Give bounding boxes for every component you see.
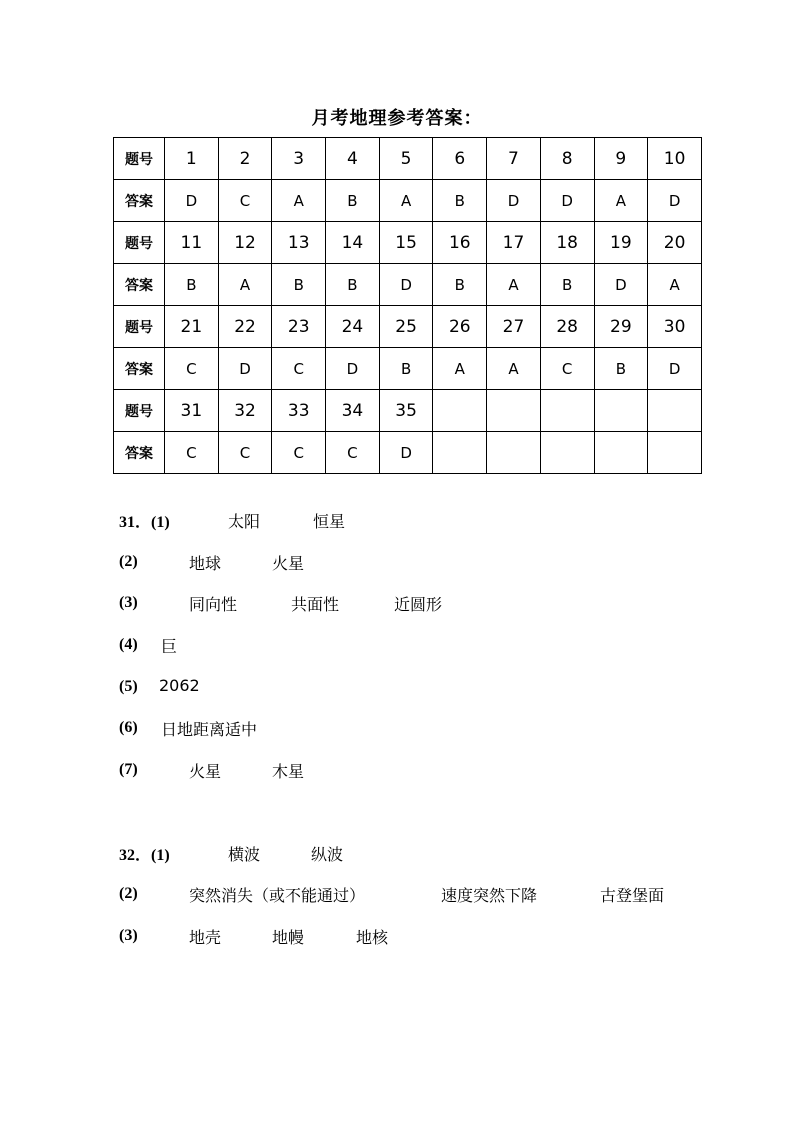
answer-line <box>119 676 719 698</box>
answer-line <box>119 717 719 739</box>
answer-text: 火星 <box>272 554 305 573</box>
question-number-cell: 31 <box>165 390 219 432</box>
answer-cell: C <box>165 348 219 390</box>
answer-line <box>119 883 719 905</box>
question-number-cell: 27 <box>487 306 541 348</box>
answer-text: 突然消失（或不能通过） <box>189 886 366 905</box>
answer-cell: A <box>379 180 433 222</box>
question-number-cell <box>540 390 594 432</box>
question-number-cell: 23 <box>272 306 326 348</box>
question-part-label: (5) <box>119 678 138 695</box>
answer-cell: B <box>433 264 487 306</box>
question-number-cell: 30 <box>648 306 702 348</box>
question-number-cell: 33 <box>272 390 326 432</box>
answer-cell: D <box>165 180 219 222</box>
answer-header: 答案 <box>114 264 165 306</box>
answer-cell: B <box>326 180 380 222</box>
question-number-header: 题号 <box>114 138 165 180</box>
answer-cell: D <box>487 180 541 222</box>
question-number-cell: 25 <box>379 306 433 348</box>
answer-cell: B <box>379 348 433 390</box>
question-number-cell: 4 <box>326 138 380 180</box>
answer-cell: D <box>379 432 433 474</box>
answer-text: 木星 <box>272 762 305 781</box>
answer-text: 近圆形 <box>394 595 443 614</box>
question-number-cell: 18 <box>540 222 594 264</box>
question-number-cell: 10 <box>648 138 702 180</box>
question-number-cell: 11 <box>165 222 219 264</box>
answer-line <box>119 759 719 781</box>
answer-text: 地球 <box>189 554 222 573</box>
question-number-cell: 3 <box>272 138 326 180</box>
answer-text: 太阳 <box>228 512 261 531</box>
question-part-label: (2) <box>119 885 138 902</box>
question-number-row <box>114 138 702 180</box>
answer-cell: C <box>218 432 272 474</box>
answer-cell: B <box>433 180 487 222</box>
answer-cell: B <box>594 348 648 390</box>
answer-cell: A <box>648 264 702 306</box>
question-number-cell: 2 <box>218 138 272 180</box>
question-part-label: (2) <box>119 553 138 570</box>
answer-cell <box>594 432 648 474</box>
question-number-cell: 8 <box>540 138 594 180</box>
answer-cell <box>648 432 702 474</box>
answer-cell: D <box>326 348 380 390</box>
answer-cell: B <box>165 264 219 306</box>
answer-row <box>114 348 702 390</box>
answer-text: 共面性 <box>291 595 340 614</box>
page-title: 月考地理参考答案： <box>311 108 483 129</box>
question-number-cell: 12 <box>218 222 272 264</box>
answer-cell: B <box>326 264 380 306</box>
answer-cell <box>433 432 487 474</box>
answer-header: 答案 <box>114 180 165 222</box>
answer-cell: D <box>540 180 594 222</box>
question-part-label: 31．(1) <box>119 514 170 531</box>
question-number-cell: 16 <box>433 222 487 264</box>
question-number-cell <box>594 390 648 432</box>
question-part-label: (4) <box>119 636 138 653</box>
question-number-cell: 32 <box>218 390 272 432</box>
question-part-label: (3) <box>119 927 138 944</box>
answer-cell: C <box>272 432 326 474</box>
question-number-cell: 26 <box>433 306 487 348</box>
answer-text: 地幔 <box>272 928 305 947</box>
answer-text: 地壳 <box>189 928 222 947</box>
answer-text: 火星 <box>189 762 222 781</box>
answer-text: 日地距离适中 <box>161 720 258 739</box>
answer-cell: C <box>540 348 594 390</box>
answer-text: 恒星 <box>313 512 346 531</box>
question-number-cell: 5 <box>379 138 433 180</box>
question-number-header: 题号 <box>114 222 165 264</box>
answer-cell: D <box>648 348 702 390</box>
question-number-cell: 15 <box>379 222 433 264</box>
question-number-cell: 24 <box>326 306 380 348</box>
question-number-cell: 28 <box>540 306 594 348</box>
question-number-cell: 19 <box>594 222 648 264</box>
question-number-cell: 13 <box>272 222 326 264</box>
answer-cell: A <box>433 348 487 390</box>
answer-row <box>114 180 702 222</box>
question-number-cell <box>487 390 541 432</box>
question-number-cell: 7 <box>487 138 541 180</box>
question-number-header: 题号 <box>114 306 165 348</box>
question-number-header: 题号 <box>114 390 165 432</box>
question-part-label: (6) <box>119 719 138 736</box>
answer-header: 答案 <box>114 348 165 390</box>
answer-row <box>114 264 702 306</box>
answer-line <box>119 634 719 656</box>
answer-cell: A <box>487 264 541 306</box>
question-number-cell: 35 <box>379 390 433 432</box>
answer-cell: C <box>326 432 380 474</box>
answer-cell: D <box>594 264 648 306</box>
answer-text: 古登堡面 <box>600 886 665 905</box>
answer-row <box>114 432 702 474</box>
answer-cell: A <box>272 180 326 222</box>
answer-line <box>119 842 719 864</box>
question-number-cell <box>433 390 487 432</box>
answer-cell: D <box>218 348 272 390</box>
answer-text: 地核 <box>356 928 389 947</box>
answer-cell: A <box>487 348 541 390</box>
answer-cell: C <box>165 432 219 474</box>
question-number-cell: 14 <box>326 222 380 264</box>
answer-line <box>119 592 719 614</box>
question-number-row <box>114 390 702 432</box>
question-number-cell: 1 <box>165 138 219 180</box>
answer-line <box>119 509 719 531</box>
answer-cell: D <box>379 264 433 306</box>
answer-text: 速度突然下降 <box>441 886 538 905</box>
answer-line <box>119 551 719 573</box>
question-number-cell: 22 <box>218 306 272 348</box>
question-number-cell: 20 <box>648 222 702 264</box>
question-number-cell: 17 <box>487 222 541 264</box>
question-number-cell: 21 <box>165 306 219 348</box>
question-number-cell: 29 <box>594 306 648 348</box>
answer-cell <box>540 432 594 474</box>
question-part-label: (3) <box>119 594 138 611</box>
answer-cell: D <box>648 180 702 222</box>
question-number-cell: 6 <box>433 138 487 180</box>
answer-text: 巨 <box>161 637 178 656</box>
answer-cell: A <box>218 264 272 306</box>
answer-table <box>113 137 702 474</box>
answer-cell: C <box>272 348 326 390</box>
question-number-row <box>114 222 702 264</box>
answer-text: 同向性 <box>189 595 238 614</box>
question-number-row <box>114 306 702 348</box>
answer-cell: B <box>272 264 326 306</box>
question-number-cell: 9 <box>594 138 648 180</box>
answer-cell: B <box>540 264 594 306</box>
question-part-label: 32．(1) <box>119 847 170 864</box>
answer-text: 2062 <box>159 676 200 695</box>
answer-header: 答案 <box>114 432 165 474</box>
answer-cell <box>487 432 541 474</box>
answer-cell: A <box>594 180 648 222</box>
answer-cell: C <box>218 180 272 222</box>
answer-text: 纵波 <box>311 845 344 864</box>
question-part-label: (7) <box>119 761 138 778</box>
question-number-cell: 34 <box>326 390 380 432</box>
answer-text: 横波 <box>228 845 261 864</box>
answer-line <box>119 925 719 947</box>
question-number-cell <box>648 390 702 432</box>
